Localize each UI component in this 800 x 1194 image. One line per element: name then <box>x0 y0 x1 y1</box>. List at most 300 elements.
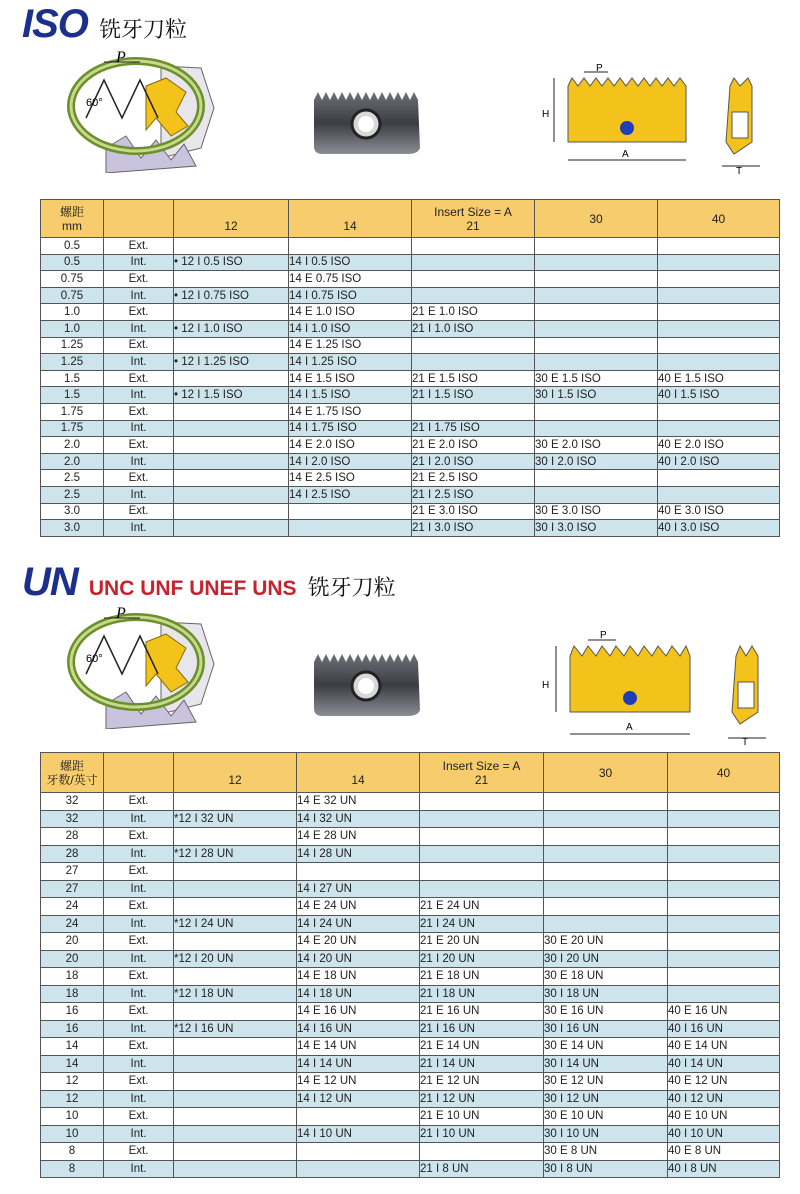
un-header-col-21: Insert Size = A 21 <box>420 753 544 793</box>
insert-code-cell: 21 E 1.0 ISO <box>412 304 535 321</box>
table-row <box>41 387 780 404</box>
pitch-cell: 8 <box>41 1160 104 1178</box>
type-cell: Ext. <box>104 793 174 811</box>
un-insert-size-label: Insert Size = A <box>442 758 521 773</box>
table-row <box>41 810 780 828</box>
insert-code-cell: 21 E 1.5 ISO <box>412 370 535 387</box>
insert-code-cell: 30 I 2.0 ISO <box>535 453 658 470</box>
iso-header-pitch-top: 螺距 <box>59 204 84 219</box>
insert-code-cell: 30 E 3.0 ISO <box>535 503 658 520</box>
insert-code-cell: 30 I 8 UN <box>544 1160 668 1178</box>
insert-code-cell <box>544 828 668 846</box>
insert-code-cell <box>668 810 780 828</box>
table-row <box>41 863 780 881</box>
table-row <box>41 354 780 371</box>
insert-code-cell <box>535 470 658 487</box>
un-dim-p: P <box>600 630 607 641</box>
table-row <box>41 880 780 898</box>
pitch-cell: 1.0 <box>41 304 104 321</box>
iso-header-type <box>104 200 174 238</box>
table-row <box>41 1125 780 1143</box>
un-header-col-30: 30 <box>544 753 668 793</box>
insert-code-cell: 21 E 2.5 ISO <box>412 470 535 487</box>
table-row <box>41 950 780 968</box>
un-subtitle: 铣牙刀粒 <box>307 576 396 601</box>
type-cell: Ext. <box>104 863 174 881</box>
insert-code-cell: *12 I 16 UN <box>174 1020 297 1038</box>
table-row <box>41 1108 780 1126</box>
type-cell: Ext. <box>104 437 174 454</box>
insert-code-cell <box>668 828 780 846</box>
table-row <box>41 985 780 1003</box>
pitch-cell: 10 <box>41 1108 104 1126</box>
iso-dim-p: P <box>596 63 603 74</box>
type-cell: Ext. <box>104 828 174 846</box>
insert-code-cell: 40 E 1.5 ISO <box>658 370 780 387</box>
iso-header-row <box>41 200 780 238</box>
insert-code-cell <box>174 370 289 387</box>
insert-code-cell: 14 E 2.5 ISO <box>289 470 412 487</box>
insert-code-cell <box>174 828 297 846</box>
insert-code-cell: 14 I 24 UN <box>297 915 420 933</box>
insert-code-cell <box>297 1108 420 1126</box>
table-row <box>41 271 780 288</box>
pitch-cell: 12 <box>41 1073 104 1091</box>
table-row <box>41 254 780 271</box>
insert-code-cell <box>544 810 668 828</box>
type-cell: Int. <box>104 320 174 337</box>
un-header-pitch-top: 螺距 <box>59 758 84 773</box>
insert-code-cell: *12 I 28 UN <box>174 845 297 863</box>
insert-code-cell <box>174 420 289 437</box>
insert-code-cell <box>668 915 780 933</box>
insert-code-cell <box>658 337 780 354</box>
un-standards: UNC UNF UNEF UNS <box>88 577 297 600</box>
insert-code-cell <box>668 845 780 863</box>
table-row <box>41 915 780 933</box>
insert-code-cell: 21 E 20 UN <box>420 933 544 951</box>
insert-code-cell: 14 I 18 UN <box>297 985 420 1003</box>
type-cell: Int. <box>104 985 174 1003</box>
table-row <box>41 898 780 916</box>
insert-code-cell <box>535 238 658 255</box>
insert-code-cell <box>174 238 289 255</box>
table-row <box>41 486 780 503</box>
iso-header-col-14: 14 <box>289 200 412 238</box>
insert-code-cell: 14 I 1.75 ISO <box>289 420 412 437</box>
pitch-cell: 8 <box>41 1143 104 1161</box>
insert-code-cell <box>535 403 658 420</box>
insert-code-cell: 14 E 18 UN <box>297 968 420 986</box>
insert-code-cell <box>668 863 780 881</box>
un-thread-profile-illustration <box>66 604 216 729</box>
insert-code-cell: 30 I 1.5 ISO <box>535 387 658 404</box>
insert-code-cell <box>535 271 658 288</box>
insert-code-cell: 21 E 10 UN <box>420 1108 544 1126</box>
pitch-cell: 0.75 <box>41 271 104 288</box>
insert-code-cell: 21 E 12 UN <box>420 1073 544 1091</box>
insert-code-cell: 14 E 16 UN <box>297 1003 420 1021</box>
insert-code-cell: 21 E 18 UN <box>420 968 544 986</box>
insert-code-cell: 21 E 16 UN <box>420 1003 544 1021</box>
insert-code-cell: 14 E 24 UN <box>297 898 420 916</box>
pitch-cell: 28 <box>41 845 104 863</box>
insert-code-cell: 14 I 1.25 ISO <box>289 354 412 371</box>
pitch-cell: 20 <box>41 933 104 951</box>
insert-code-cell: 40 E 8 UN <box>668 1143 780 1161</box>
table-row <box>41 370 780 387</box>
iso-insert-size-label: Insert Size = A <box>434 204 512 219</box>
insert-code-cell: 14 E 28 UN <box>297 828 420 846</box>
insert-code-cell <box>174 1160 297 1178</box>
iso-header-col-21: Insert Size = A 21 <box>412 200 535 238</box>
pitch-cell: 32 <box>41 810 104 828</box>
table-row <box>41 238 780 255</box>
insert-code-cell <box>174 1073 297 1091</box>
pitch-cell: 10 <box>41 1125 104 1143</box>
insert-code-cell: 14 E 1.75 ISO <box>289 403 412 420</box>
type-cell: Int. <box>104 950 174 968</box>
table-row <box>41 845 780 863</box>
insert-code-cell <box>174 437 289 454</box>
insert-code-cell <box>420 863 544 881</box>
insert-code-cell <box>174 1108 297 1126</box>
insert-code-cell: 21 I 2.5 ISO <box>412 486 535 503</box>
pitch-cell: 24 <box>41 915 104 933</box>
insert-code-cell: 21 I 3.0 ISO <box>412 520 535 537</box>
pitch-cell: 1.5 <box>41 387 104 404</box>
type-cell: Ext. <box>104 370 174 387</box>
pitch-cell: 27 <box>41 880 104 898</box>
insert-code-cell: *12 I 32 UN <box>174 810 297 828</box>
insert-code-cell <box>174 486 289 503</box>
insert-code-cell: 30 I 20 UN <box>544 950 668 968</box>
type-cell: Int. <box>104 486 174 503</box>
iso-header-col-40: 40 <box>658 200 780 238</box>
iso-insert-photo <box>308 88 426 160</box>
insert-code-cell <box>174 933 297 951</box>
insert-code-cell <box>289 238 412 255</box>
insert-code-cell <box>658 254 780 271</box>
insert-code-cell <box>658 470 780 487</box>
insert-code-cell: 14 I 20 UN <box>297 950 420 968</box>
insert-code-cell: 14 E 32 UN <box>297 793 420 811</box>
insert-code-cell: 14 I 1.5 ISO <box>289 387 412 404</box>
table-row <box>41 1003 780 1021</box>
iso-diagram-angle-label: 60° <box>86 97 103 109</box>
type-cell: Int. <box>104 1090 174 1108</box>
insert-code-cell: 21 I 18 UN <box>420 985 544 1003</box>
table-row <box>41 1038 780 1056</box>
insert-code-cell <box>658 304 780 321</box>
insert-code-cell: 21 I 1.75 ISO <box>412 420 535 437</box>
insert-code-cell: 21 I 14 UN <box>420 1055 544 1073</box>
table-row <box>41 520 780 537</box>
insert-code-cell <box>174 470 289 487</box>
table-row <box>41 1143 780 1161</box>
table-row <box>41 1055 780 1073</box>
insert-code-cell: 21 E 14 UN <box>420 1038 544 1056</box>
insert-code-cell: 30 E 14 UN <box>544 1038 668 1056</box>
insert-code-cell <box>174 1125 297 1143</box>
insert-code-cell: 30 E 12 UN <box>544 1073 668 1091</box>
pitch-cell: 2.5 <box>41 470 104 487</box>
type-cell: Ext. <box>104 1143 174 1161</box>
insert-code-cell <box>289 520 412 537</box>
type-cell: Int. <box>104 1160 174 1178</box>
insert-code-cell <box>174 863 297 881</box>
iso-dim-a: A <box>622 149 629 160</box>
insert-code-cell <box>658 271 780 288</box>
pitch-cell: 14 <box>41 1038 104 1056</box>
pitch-cell: 27 <box>41 863 104 881</box>
iso-header-pitch <box>41 200 104 238</box>
insert-code-cell: 21 I 20 UN <box>420 950 544 968</box>
type-cell: Ext. <box>104 1003 174 1021</box>
table-row <box>41 403 780 420</box>
table-row <box>41 470 780 487</box>
pitch-cell: 1.25 <box>41 354 104 371</box>
insert-code-cell: 40 E 12 UN <box>668 1073 780 1091</box>
un-heading <box>22 560 396 605</box>
insert-code-cell: 30 E 18 UN <box>544 968 668 986</box>
type-cell: Int. <box>104 1125 174 1143</box>
insert-code-cell: 21 E 2.0 ISO <box>412 437 535 454</box>
insert-code-cell: 40 E 3.0 ISO <box>658 503 780 520</box>
insert-code-cell: 14 E 1.25 ISO <box>289 337 412 354</box>
table-row <box>41 337 780 354</box>
insert-code-cell: 30 E 10 UN <box>544 1108 668 1126</box>
iso-dimension-drawing <box>540 62 775 174</box>
type-cell: Ext. <box>104 403 174 420</box>
insert-code-cell: 21 I 16 UN <box>420 1020 544 1038</box>
pitch-cell: 20 <box>41 950 104 968</box>
pitch-cell: 18 <box>41 968 104 986</box>
pitch-cell: 1.75 <box>41 403 104 420</box>
insert-code-cell <box>535 486 658 503</box>
un-header-col-40: 40 <box>668 753 780 793</box>
insert-code-cell: 14 E 1.5 ISO <box>289 370 412 387</box>
un-dimension-drawing <box>540 628 780 746</box>
insert-code-cell: 14 I 32 UN <box>297 810 420 828</box>
insert-code-cell <box>412 354 535 371</box>
un-header-pitch-unit: 牙数/英寸 <box>46 772 98 787</box>
insert-code-cell: 14 I 12 UN <box>297 1090 420 1108</box>
type-cell: Ext. <box>104 337 174 354</box>
insert-code-cell: 30 E 16 UN <box>544 1003 668 1021</box>
type-cell: Int. <box>104 845 174 863</box>
insert-code-cell <box>658 420 780 437</box>
insert-code-cell: 14 I 28 UN <box>297 845 420 863</box>
type-cell: Int. <box>104 880 174 898</box>
insert-code-cell <box>544 898 668 916</box>
insert-code-cell: 40 I 12 UN <box>668 1090 780 1108</box>
table-row <box>41 968 780 986</box>
insert-code-cell: 21 I 10 UN <box>420 1125 544 1143</box>
insert-code-cell <box>412 238 535 255</box>
insert-code-cell: 14 I 0.75 ISO <box>289 287 412 304</box>
table-row <box>41 420 780 437</box>
insert-code-cell <box>412 337 535 354</box>
insert-code-cell: 40 I 3.0 ISO <box>658 520 780 537</box>
type-cell: Ext. <box>104 1038 174 1056</box>
insert-code-cell: 40 I 16 UN <box>668 1020 780 1038</box>
iso-subtitle: 铣牙刀粒 <box>99 18 188 43</box>
table-row <box>41 1090 780 1108</box>
type-cell: Int. <box>104 520 174 537</box>
insert-code-cell: 14 E 14 UN <box>297 1038 420 1056</box>
table-row <box>41 320 780 337</box>
insert-code-cell <box>412 271 535 288</box>
table-row <box>41 793 780 811</box>
insert-code-cell <box>544 863 668 881</box>
insert-code-cell <box>174 503 289 520</box>
type-cell: Ext. <box>104 968 174 986</box>
insert-code-cell <box>668 968 780 986</box>
pitch-cell: 32 <box>41 793 104 811</box>
insert-code-cell <box>658 403 780 420</box>
pitch-cell: 1.0 <box>41 320 104 337</box>
insert-code-cell <box>174 898 297 916</box>
insert-code-cell: 30 I 18 UN <box>544 985 668 1003</box>
insert-code-cell <box>174 1038 297 1056</box>
iso-spec-table <box>40 199 780 537</box>
insert-code-cell <box>658 354 780 371</box>
insert-code-cell <box>535 420 658 437</box>
insert-code-cell: 21 E 3.0 ISO <box>412 503 535 520</box>
type-cell: Int. <box>104 287 174 304</box>
table-row <box>41 1020 780 1038</box>
insert-code-cell <box>174 793 297 811</box>
iso-header-pitch-unit: mm <box>62 218 82 233</box>
insert-code-cell: • 12 I 1.25 ISO <box>174 354 289 371</box>
insert-code-cell <box>544 880 668 898</box>
insert-code-cell: 14 E 20 UN <box>297 933 420 951</box>
insert-code-cell <box>297 1160 420 1178</box>
un-dim-t: T <box>742 737 749 746</box>
insert-code-cell <box>174 1003 297 1021</box>
insert-code-cell: • 12 I 0.75 ISO <box>174 287 289 304</box>
un-header-col-12: 12 <box>174 753 297 793</box>
insert-code-cell: 14 E 1.0 ISO <box>289 304 412 321</box>
insert-code-cell <box>544 845 668 863</box>
insert-code-cell: 21 I 1.5 ISO <box>412 387 535 404</box>
iso-dim-t: T <box>736 166 743 174</box>
insert-code-cell: 14 I 2.0 ISO <box>289 453 412 470</box>
insert-code-cell <box>174 304 289 321</box>
iso-thread-profile-illustration <box>66 48 216 173</box>
insert-code-cell: 14 I 16 UN <box>297 1020 420 1038</box>
iso-header-col-30: 30 <box>535 200 658 238</box>
insert-code-cell: 14 I 2.5 ISO <box>289 486 412 503</box>
insert-code-cell <box>544 915 668 933</box>
insert-code-cell: 14 I 10 UN <box>297 1125 420 1143</box>
insert-code-cell: 30 E 2.0 ISO <box>535 437 658 454</box>
type-cell: Ext. <box>104 898 174 916</box>
insert-code-cell <box>174 453 289 470</box>
pitch-cell: 0.5 <box>41 238 104 255</box>
insert-code-cell: 40 I 8 UN <box>668 1160 780 1178</box>
insert-code-cell <box>544 793 668 811</box>
pitch-cell: 12 <box>41 1090 104 1108</box>
pitch-cell: 1.75 <box>41 420 104 437</box>
un-diagram-angle-label: 60° <box>86 653 103 665</box>
insert-code-cell: *12 I 24 UN <box>174 915 297 933</box>
insert-code-cell: 21 E 24 UN <box>420 898 544 916</box>
type-cell: Int. <box>104 1055 174 1073</box>
insert-code-cell <box>289 503 412 520</box>
un-diagram-pitch-label: P <box>116 605 126 622</box>
table-row <box>41 933 780 951</box>
un-title: UN <box>22 560 78 604</box>
insert-code-cell <box>174 403 289 420</box>
insert-code-cell: • 12 I 1.0 ISO <box>174 320 289 337</box>
iso-diagram-pitch-label: P <box>116 49 126 66</box>
type-cell: Int. <box>104 387 174 404</box>
insert-code-cell: 40 I 10 UN <box>668 1125 780 1143</box>
insert-code-cell <box>535 354 658 371</box>
table-row <box>41 453 780 470</box>
un-spec-table <box>40 752 780 1178</box>
insert-code-cell: • 12 I 1.5 ISO <box>174 387 289 404</box>
insert-code-cell: 40 I 2.0 ISO <box>658 453 780 470</box>
insert-code-cell: 14 E 12 UN <box>297 1073 420 1091</box>
insert-code-cell <box>420 1143 544 1161</box>
insert-code-cell <box>420 828 544 846</box>
type-cell: Ext. <box>104 1073 174 1091</box>
insert-code-cell: 30 E 1.5 ISO <box>535 370 658 387</box>
insert-code-cell: *12 I 18 UN <box>174 985 297 1003</box>
table-row <box>41 304 780 321</box>
table-row <box>41 287 780 304</box>
insert-code-cell: 21 I 8 UN <box>420 1160 544 1178</box>
insert-code-cell <box>174 337 289 354</box>
table-row <box>41 437 780 454</box>
insert-code-cell <box>658 287 780 304</box>
insert-code-cell: 30 I 16 UN <box>544 1020 668 1038</box>
pitch-cell: 3.0 <box>41 520 104 537</box>
insert-code-cell: 30 I 14 UN <box>544 1055 668 1073</box>
insert-code-cell <box>297 1143 420 1161</box>
pitch-cell: 18 <box>41 985 104 1003</box>
pitch-cell: 1.5 <box>41 370 104 387</box>
iso-header-col-12: 12 <box>174 200 289 238</box>
iso-dim-h: H <box>542 109 550 120</box>
pitch-cell: 0.5 <box>41 254 104 271</box>
pitch-cell: 2.0 <box>41 453 104 470</box>
insert-code-cell: 14 I 14 UN <box>297 1055 420 1073</box>
table-row <box>41 1073 780 1091</box>
insert-code-cell: • 12 I 0.5 ISO <box>174 254 289 271</box>
pitch-cell: 24 <box>41 898 104 916</box>
un-header-col-14: 14 <box>297 753 420 793</box>
pitch-cell: 28 <box>41 828 104 846</box>
insert-code-cell <box>174 271 289 288</box>
iso-title: ISO <box>22 2 88 46</box>
insert-code-cell <box>535 337 658 354</box>
type-cell: Ext. <box>104 238 174 255</box>
insert-code-cell: 30 I 10 UN <box>544 1125 668 1143</box>
un-header-row <box>41 753 780 793</box>
insert-code-cell: 21 I 12 UN <box>420 1090 544 1108</box>
insert-code-cell <box>297 863 420 881</box>
insert-code-cell: 40 I 1.5 ISO <box>658 387 780 404</box>
pitch-cell: 2.5 <box>41 486 104 503</box>
insert-code-cell <box>174 1055 297 1073</box>
insert-code-cell: 30 I 12 UN <box>544 1090 668 1108</box>
insert-code-cell <box>174 1143 297 1161</box>
insert-code-cell: 30 I 3.0 ISO <box>535 520 658 537</box>
